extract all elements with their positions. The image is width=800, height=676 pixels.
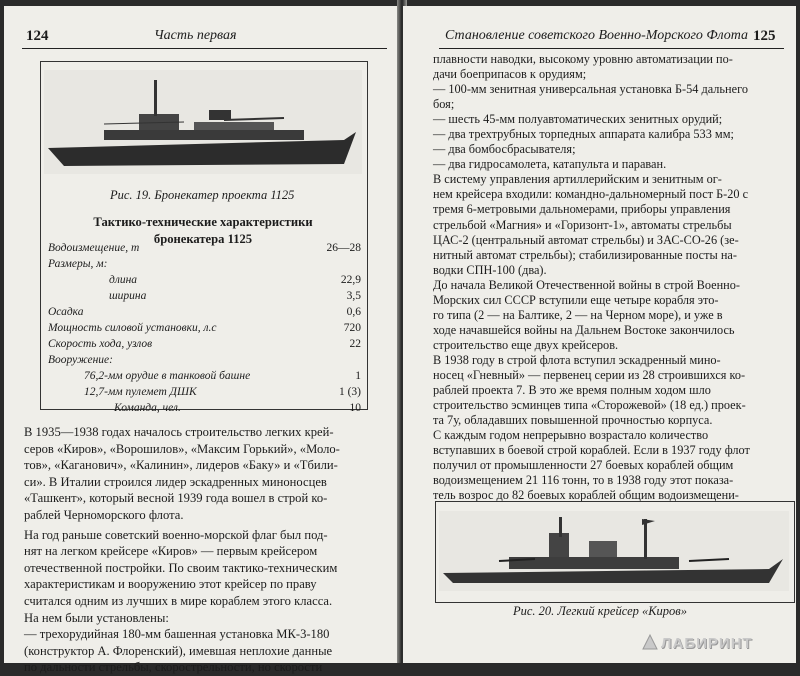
armored-boat-illustration [44, 70, 362, 174]
text-line: В 1935—1938 годах началось строительство легких крей- [24, 425, 334, 439]
table-title-line: Тактико-технические характеристики [93, 215, 313, 229]
text-line: До начала Великой Отечественной войны в строй Военно- [433, 277, 740, 292]
text-line: В систему управления артиллерийским и зенитным ог- [433, 172, 722, 187]
left-page-number: 124 [26, 28, 49, 44]
text-line: нитный автомат стрельбы); стабилизированные посты на- [433, 247, 737, 262]
text-line: отечественной постройки. По своим тактико-техническим [24, 560, 338, 575]
table-row-value: 22 [349, 338, 361, 350]
text-line: водки СПН-100 (два). [433, 262, 547, 277]
text-line: строительство еще двух крейсеров. [433, 337, 619, 352]
text-line: ходе начавшейся войны на Дальнем Востоке закончилось [433, 322, 735, 337]
text-line: раблей проекта 7. В это же время полным ходом шло [433, 383, 711, 398]
text-line: С каждым годом непрерывно возрастало количество [433, 428, 709, 443]
cruiser-kirov-illustration [439, 511, 789, 591]
table-row-label: 12,7-мм пулемет ДШК [84, 386, 197, 398]
table-row-label: ширина [109, 290, 147, 302]
text-line: си». В Италии строился лидер эскадренных миноносцев [24, 474, 327, 489]
text-line: — трехорудийная 180-мм башенная установка МК-3-180 [24, 627, 330, 642]
text-line: — два трехтрубных торпедных аппарата калибра 533 мм; [433, 127, 734, 142]
table-row-label: Команда, чел. [114, 402, 181, 414]
text-line: На нем были установлены: [24, 610, 169, 625]
text-line: — 100-мм зенитная универсальная установка Б-54 дальнего [433, 82, 748, 97]
text-line: по дальности стрельбы, скорострельности, но скорости [24, 660, 323, 675]
text-line: серов «Киров», «Ворошилов», «Максим Горький», «Моло- [24, 441, 340, 456]
table-row-value: 0,6 [346, 306, 361, 318]
text-line: строительство эсминцев типа «Сторожевой» (18 ед.) проек- [433, 398, 746, 413]
text-line: раблей Черноморского флота. [24, 507, 184, 522]
text-line: На год раньше советский военно-морской флаг был под- [24, 527, 328, 542]
text-line: получил от промышленности 27 боевых кораблей общим [433, 458, 734, 473]
labirint-logo-icon [641, 633, 659, 651]
text-line: та 7у, обладавших повышенной прочностью корпуса. [433, 413, 713, 428]
table-row-value: 1 [355, 370, 361, 382]
left-header-rule [22, 48, 387, 49]
text-line: го типа (2 — на Балтике, 2 — на Черном море), и уже в [433, 307, 723, 322]
left-body-text [24, 424, 386, 676]
text-line: характеристикам и вооружению этот крейсер по праву [24, 577, 317, 592]
text-line: — два гидросамолета, катапульта и параван. [433, 157, 667, 172]
text-line: вступавших в боевой строй кораблей. Если в 1937 году флот [433, 443, 750, 458]
text-line: боя; [433, 97, 455, 112]
table-row-label: длина [109, 274, 138, 286]
table-row-value: 22,9 [340, 274, 361, 286]
left-page [4, 6, 402, 675]
text-line: считался одним из лучших в мире кораблем этого класса. [24, 593, 333, 608]
figure-19-caption: Рис. 19. Бронекатер проекта 1125 [110, 188, 295, 202]
text-line: Морских сил СССР вступили еще четыре корабля это- [433, 292, 719, 307]
right-page [403, 6, 796, 663]
text-line: водоизмещением 21 116 тонн, то в 1938 году этот показа- [433, 473, 734, 488]
text-line: — два бомбосбрасывателя; [433, 142, 576, 157]
text-line: дачи боеприпасов к орудиям; [433, 67, 587, 82]
text-line: ЦАС-2 (центральный автомат стрельбы) и ЗАС-СО-26 (зе- [433, 232, 739, 247]
text-line: носец «Гневный» — первенец серии из 28 строившихся ко- [433, 367, 746, 382]
table-row-value: 1 (3) [338, 386, 361, 398]
watermark: ЛАБИРИНТ [661, 635, 753, 652]
table-row-label: Мощность силовой установки, л.с [48, 322, 217, 334]
text-line: стрельбой «Магния» и «Горизонт-1», автоматы стрельбы [433, 217, 732, 232]
table-row-label: Скорость хода, узлов [48, 338, 153, 350]
text-line: — шесть 45-мм полуавтоматических зенитных орудий; [433, 112, 723, 127]
table-row-value: 26—28 [326, 242, 361, 254]
figure-20-caption: Рис. 20. Легкий крейсер «Киров» [513, 604, 687, 618]
table-row-value: 3,5 [346, 290, 361, 302]
right-running-title: Становление советского Военно-Морского Флота [445, 28, 749, 43]
table-title-line: бронекатера 1125 [153, 232, 253, 246]
right-header-rule [439, 48, 784, 49]
text-line: нем крейсера входили: командно-дальномерный пост Б-20 с [433, 187, 749, 202]
right-page-number: 125 [753, 28, 776, 44]
text-line: тов», «Каганович», «Калинин», лидеров «Баку» и «Тбили- [24, 458, 338, 473]
table-row-value: 10 [349, 402, 361, 414]
text-line: тремя 6-метровыми дальномерами, приборы управления [433, 202, 731, 217]
left-running-title: Часть первая [154, 28, 237, 43]
table-row-value: 720 [343, 322, 361, 334]
text-line: нят на легком крейсере «Киров» — первым крейсером [24, 544, 318, 559]
text-line: тель возрос до 82 боевых кораблей общим водоизмещени- [433, 488, 739, 503]
text-line: плавности наводки, высокому уровню автоматизации по- [433, 52, 733, 66]
table-row-label: Водоизмещение, т [48, 242, 140, 254]
text-line: (конструктор А. Флоренский), имевшая неплохие данные [24, 643, 333, 658]
table-row-label: Вооружение: [48, 354, 113, 366]
text-line: «Ташкент», который весной 1939 года вошел в строй ко- [24, 491, 328, 506]
table-row-label: 76,2-мм орудие в танковой башне [84, 370, 251, 382]
right-body-text [433, 52, 788, 503]
text-line: В 1938 году в строй флота вступил эскадренный мино- [433, 352, 721, 367]
table-row-label: Размеры, м: [48, 258, 108, 270]
table-row-label: Осадка [48, 306, 84, 318]
